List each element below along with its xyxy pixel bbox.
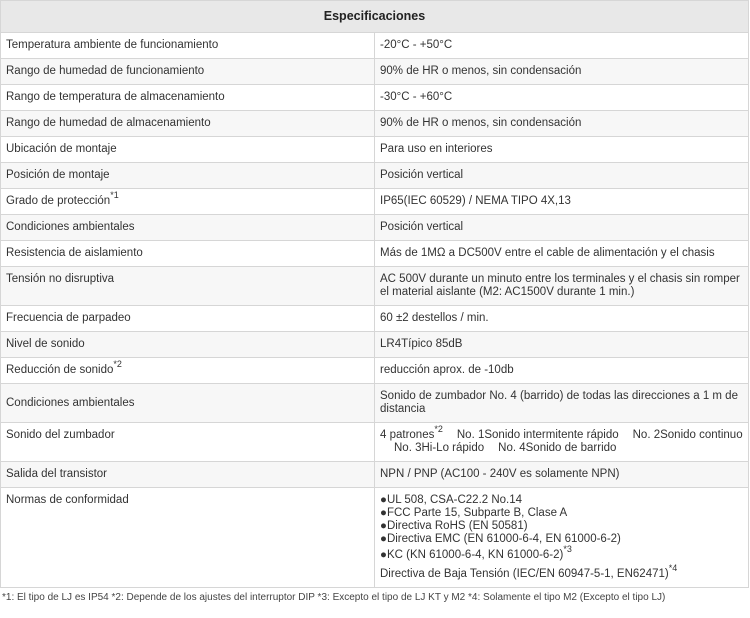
standards-list	[380, 494, 743, 581]
standard-text: ●KC (KN 61000-6-4, KN 61000-6-2)	[380, 549, 564, 561]
footnote-marker: *1	[110, 190, 119, 201]
row-value-cell	[375, 488, 749, 588]
row-value: 90% de HR o menos, sin condensación	[375, 111, 749, 137]
row-value: IP65(IEC 60529) / NEMA TIPO 4X,13	[375, 189, 749, 215]
row-value: NPN / PNP (AC100 - 240V es solamente NPN)	[375, 462, 749, 488]
row-label: Condiciones ambientales	[1, 384, 375, 423]
row-label: Rango de humedad de almacenamiento	[1, 111, 375, 137]
table-row	[1, 332, 749, 358]
table-row	[1, 488, 749, 588]
list-item	[380, 563, 743, 581]
table-row	[1, 137, 749, 163]
row-label: Normas de conformidad	[1, 488, 375, 588]
standard-text: ●UL 508, CSA-C22.2 No.14	[380, 494, 523, 506]
table-row	[1, 384, 749, 423]
row-label: Ubicación de montaje	[1, 137, 375, 163]
table-row	[1, 85, 749, 111]
row-label: Rango de humedad de funcionamiento	[1, 59, 375, 85]
row-value: reducción aprox. de -10db	[375, 358, 749, 384]
standard-text: ●FCC Parte 15, Subparte B, Clase A	[380, 507, 568, 519]
footnote-marker: *4	[668, 563, 678, 574]
footnotes: *1: El tipo de LJ es IP54 *2: Depende de los ajustes del interruptor DIP *3: Excepto el tipo de LJ KT y M2 *4: Solamente el tipo M2 (Excepto el tipo LJ)	[2, 592, 666, 603]
row-label: Sonido del zumbador	[1, 423, 375, 462]
table-row	[1, 215, 749, 241]
row-label: Condiciones ambientales	[1, 215, 375, 241]
buzzer-pattern: No. 2Sonido continuo	[632, 429, 743, 441]
list-item	[380, 520, 743, 533]
row-value-prefix: 4 patrones	[380, 429, 435, 441]
row-value: AC 500V durante un minuto entre los terminales y el chasis sin romper el material aislante (M2: AC1500V durante 1 min.)	[375, 267, 749, 306]
list-item	[380, 544, 743, 562]
table-row	[1, 33, 749, 59]
table-row	[1, 189, 749, 215]
row-label: Resistencia de aislamiento	[1, 241, 375, 267]
row-value: Más de 1MΩ a DC500V entre el cable de alimentación y el chasis	[375, 241, 749, 267]
row-label: Temperatura ambiente de funcionamiento	[1, 33, 375, 59]
buzzer-pattern: No. 1Sonido intermitente rápido	[456, 429, 619, 441]
row-label: Tensión no disruptiva	[1, 267, 375, 306]
row-label-cell	[1, 189, 375, 215]
row-label: Posición de montaje	[1, 163, 375, 189]
row-value: LR4Típico 85dB	[375, 332, 749, 358]
row-value: Sonido de zumbador No. 4 (barrido) de todas las direcciones a 1 m de distancia	[375, 384, 749, 423]
table-title: Especificaciones	[1, 1, 749, 33]
row-label-cell	[1, 358, 375, 384]
table-row	[1, 163, 749, 189]
table-row	[1, 111, 749, 137]
row-label: Grado de protección	[6, 195, 111, 207]
standard-text: Directiva de Baja Tensión (IEC/EN 60947-5-1, EN62471)	[380, 568, 669, 580]
footnote-marker: *2	[113, 359, 122, 370]
row-value: -30°C - +60°C	[375, 85, 749, 111]
buzzer-pattern: No. 4Sonido de barrido	[498, 442, 617, 454]
buzzer-pattern: No. 3Hi-Lo rápido	[394, 442, 485, 454]
table-row	[1, 358, 749, 384]
list-item	[380, 494, 743, 507]
row-label: Nivel de sonido	[1, 332, 375, 358]
row-value: 90% de HR o menos, sin condensación	[375, 59, 749, 85]
table-row	[1, 423, 749, 462]
table-row	[1, 267, 749, 306]
row-value: Posición vertical	[375, 163, 749, 189]
standard-text: ●Directiva EMC (EN 61000-6-4, EN 61000-6-2)	[380, 533, 621, 545]
footnote-marker: *2	[434, 424, 443, 435]
table-row	[1, 462, 749, 488]
row-label: Frecuencia de parpadeo	[1, 306, 375, 332]
row-label: Rango de temperatura de almacenamiento	[1, 85, 375, 111]
table-row	[1, 59, 749, 85]
row-label: Salida del transistor	[1, 462, 375, 488]
standard-text: ●Directiva RoHS (EN 50581)	[380, 520, 528, 532]
table-row	[1, 241, 749, 267]
list-item	[380, 533, 743, 546]
table-row	[1, 306, 749, 332]
list-item	[380, 507, 743, 520]
row-value: Posición vertical	[375, 215, 749, 241]
row-value: 60 ±2 destellos / min.	[375, 306, 749, 332]
footnote-marker: *3	[563, 544, 572, 555]
row-label: Reducción de sonido	[6, 364, 114, 376]
row-value-cell	[375, 423, 749, 462]
row-value: Para uso en interiores	[375, 137, 749, 163]
row-value: -20°C - +50°C	[375, 33, 749, 59]
